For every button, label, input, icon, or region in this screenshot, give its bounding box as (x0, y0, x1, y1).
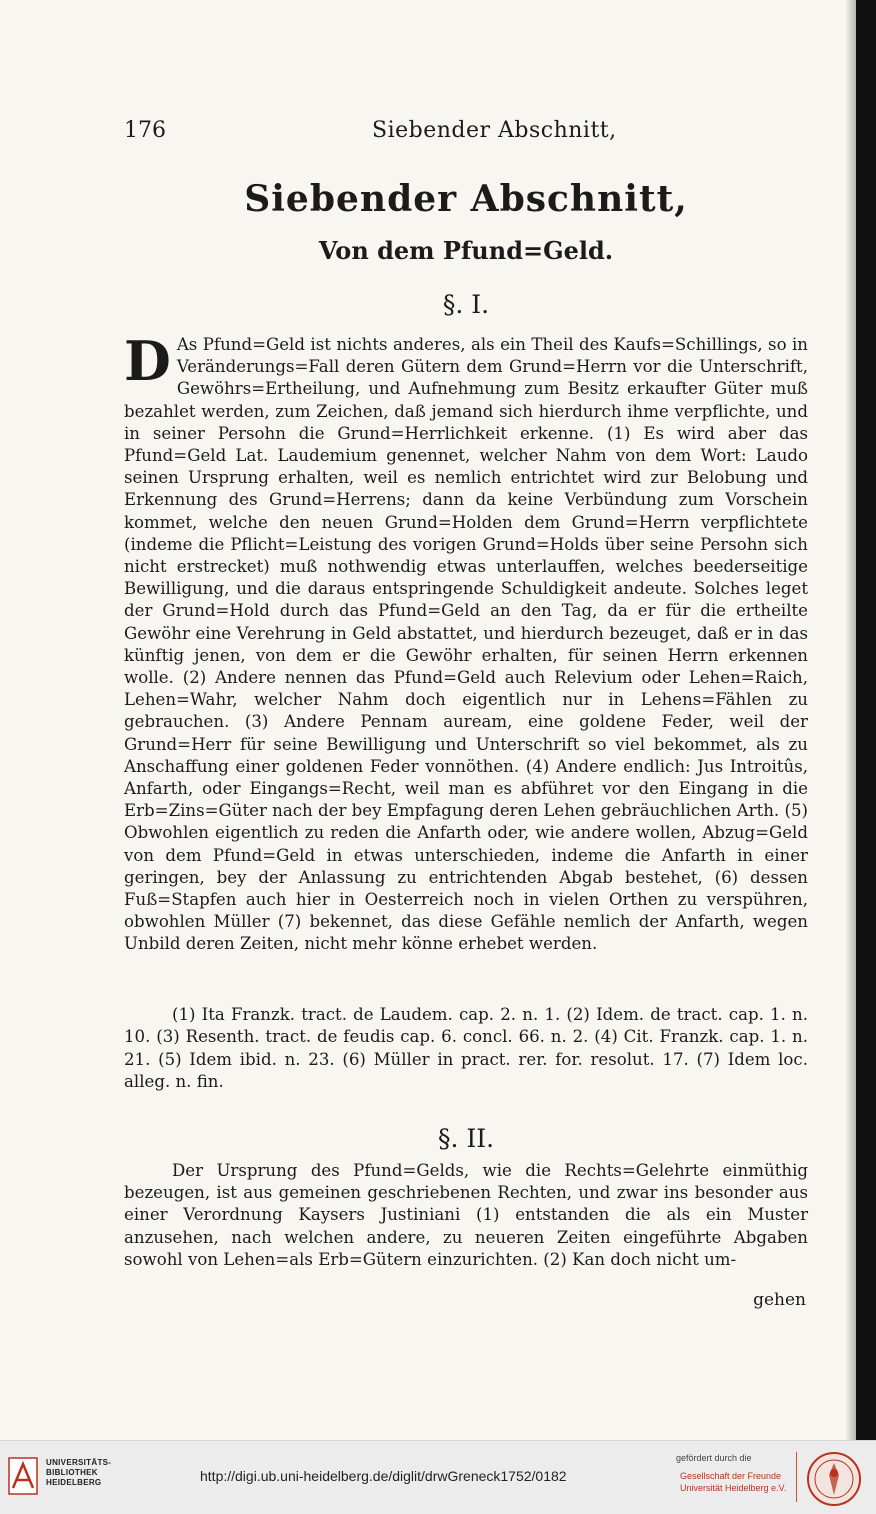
section-2-paragraph: Der Ursprung des Pfund=Gelds, wie die Rechts=Gelehrte einmüthig bezeugen, ist aus gemeinen geschriebenen Rechten, und zwar ins besonder aus einer Verordnung Kaysers Justiniani (1) entstanden die als ein Muster anzusehen, nach welchen andere, zu neueren Zeiten eingeführte Abgaben sowohl von Lehen=als Erb=Gütern einzurichten. (2) Kan doch nicht um- (124, 1161, 808, 1269)
footer-divider (796, 1452, 797, 1502)
catchword: gehen (753, 1290, 806, 1310)
sponsor-name: Gesellschaft der Freunde Universität Heidelberg e.V. (680, 1471, 787, 1493)
page-edge-shadow (846, 0, 856, 1440)
running-title: Siebender Abschnitt, (372, 118, 617, 143)
running-head (124, 118, 808, 150)
university-seal-icon[interactable] (806, 1451, 862, 1507)
library-name: UNIVERSITÄTS- BIBLIOTHEK HEIDELBERG (46, 1458, 112, 1487)
page-edge (856, 0, 876, 1440)
section-1-text: As Pfund=Geld ist nichts anderes, als ein Theil des Kaufs=Schillings, so in Veränderungs=Fall deren Gütern dem Grund=Herrn vor die Unterschrift, Gewöhrs=Ertheilung, und Aufnehmung zum Besitz erkaufter Güter muß bezahlet werden, zum Zeichen, daß jemand sich hierdurch ihme verpflichte, und in seiner Persohn die Grund=Herrlichkeit erkenne. (1) Es wird aber das Pfund=Geld Lat. Laudemium genennet, welcher Nahm von dem Wort: Laudo seinen Ursprung erhalten, weil es nemlich entrichtet wird zur Belobung und Erkennung des Grund=Herrens; dann da keine Verbündung zum Vorschein kommet, welche den neuen Grund=Holden dem Grund=Herrn verpflichtete (indeme die Pflicht=Leistung des vorigen Grund=Holds über seine Persohn sich nicht erstrecket) muß nothwendig etwas unterlauffen, welches beederseitige Bewilligung, und die daraus entspringende Schuldigkeit andeute. Solches leget der Grund=Hold durch das Pfund=Geld an den Tag, da er für die ertheilte Gewöhr eine Verehrung in Geld abstattet, und hierdurch bezeuget, daß er in das künftig jenen, von dem er die Gewöhr erhalten, für seinen Herrn erkennen wolle. (2) Andere nennen das Pfund=Geld auch Relevium oder Lehen=Raich, Lehen=Wahr, welcher Nahm doch eigentlich nur in Lehens=Fählen zu gebrauchen. (3) Andere Pennam auream, eine goldene Feder, weil der Grund=Herr für seine Bewilligung und Unterschrift so viel bekommet, als zu Anschaffung einer goldenen Feder vonnöthen. (4) Andere endlich: Jus Introitûs, Anfarth, oder Eingangs=Recht, weil man es abführet vor den Eingang in die Erb=Zins=Güter nach der bey Empfagung deren Lehen gebräuchlichen Arth. (5) Obwohlen eigentlich zu reden die Anfarth oder, wie andere wollen, Abzug=Geld von dem Pfund=Geld in etwas unterschieden, indeme die Anfarth in einer geringen, bey der Anlassung zu entrichtenden Abgab bestehet, (6) dessen Fuß=Stapfen auch hier in Oesterreich noch in vielen Orthen zu verspühren, obwohlen Müller (7) bekennet, das diese Gefähle nemlich der Anfarth, wegen Unbild deren Zeiten, nicht mehr könne erhebet werden. (124, 335, 808, 954)
section-mark-1: §. I. (442, 290, 490, 319)
university-library-logo-icon[interactable] (8, 1456, 38, 1496)
section-1-paragraph (124, 329, 808, 994)
footnotes: (1) Ita Franzk. tract. de Laudem. cap. 2. n. 1. (2) Idem. de tract. cap. 1. n. 10. (3) Resenth. tract. de feudis cap. 6. concl. 66. n. 2. (4) Cit. Franzk. cap. 1. n. 21. (5) Idem ibid. n. 23. (6) Müller in pract. rer. for. resolut. 17. (7) Idem loc. alleg. n. fin. (124, 1005, 808, 1092)
page-number: 176 (124, 118, 166, 143)
chapter-subtitle: Von dem Pfund=Geld. (318, 236, 614, 265)
sponsor-label: gefördert durch die (676, 1453, 752, 1463)
chapter-title: Siebender Abschnitt, (244, 178, 688, 220)
section-mark-2: §. II. (437, 1124, 495, 1153)
document-url-link[interactable]: http://digi.ub.uni-heidelberg.de/diglit/drwGreneck1752/0182 (200, 1468, 567, 1484)
drop-cap: D (124, 329, 171, 393)
